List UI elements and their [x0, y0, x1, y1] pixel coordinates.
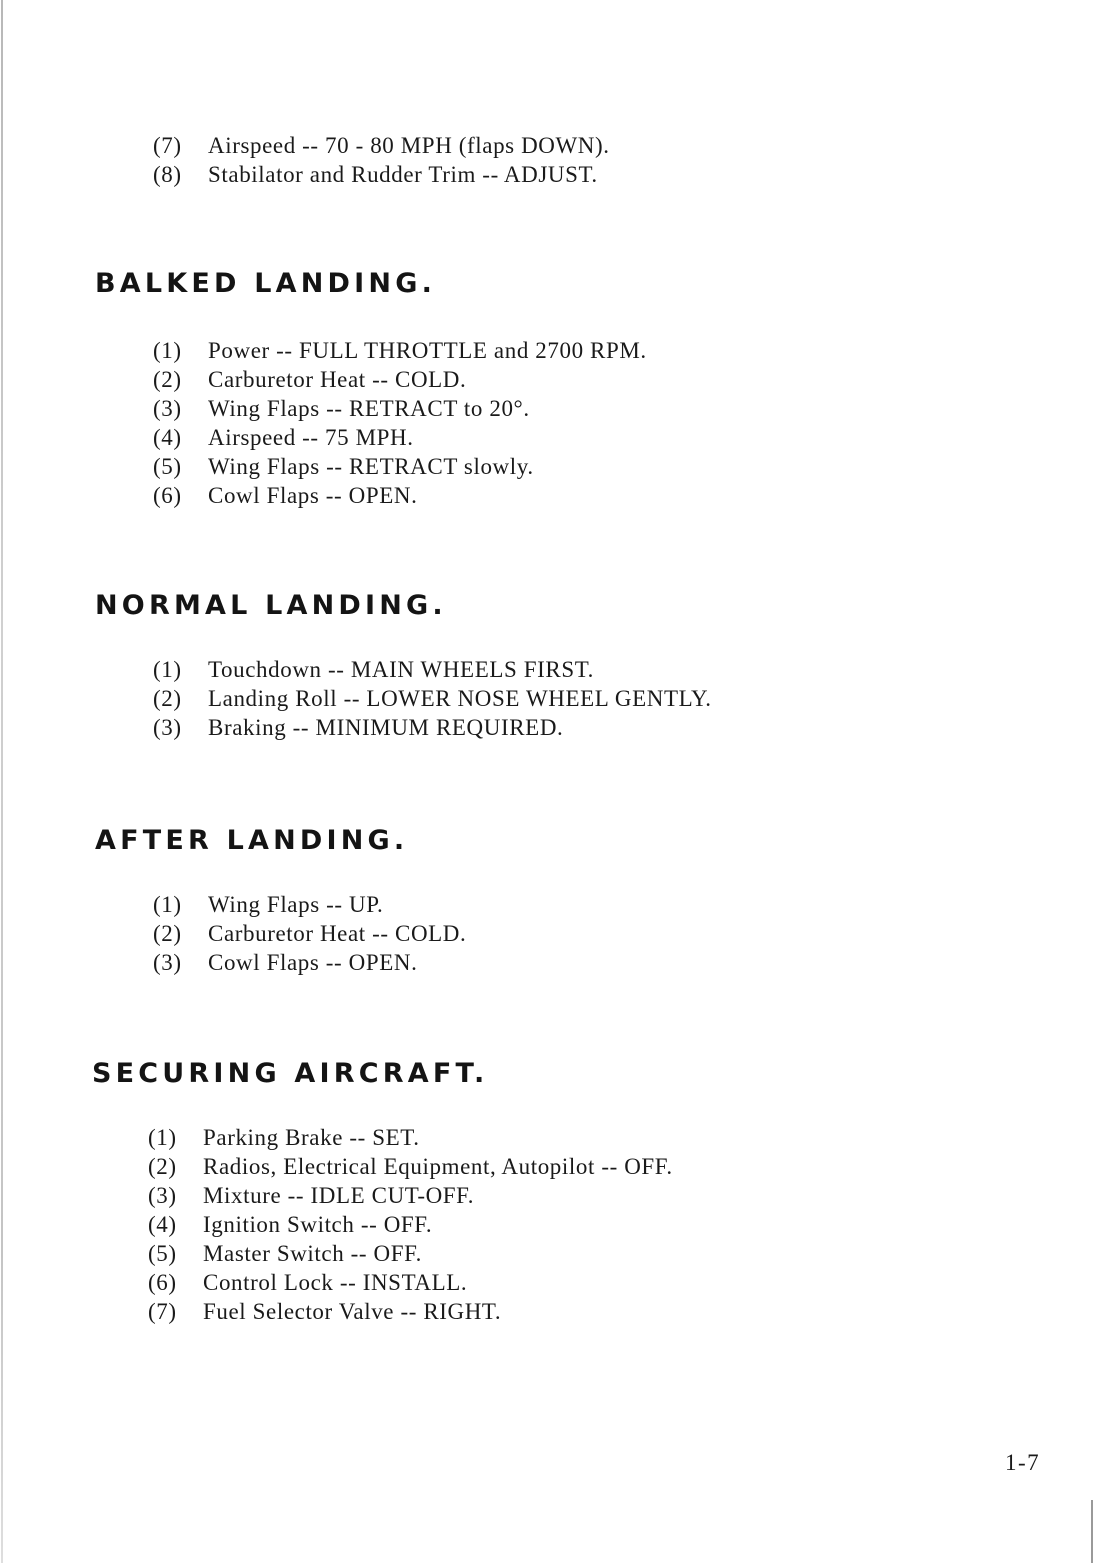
step-text: Cowl Flaps -- OPEN. — [208, 483, 418, 508]
step-text: Control Lock -- INSTALL. — [203, 1270, 468, 1295]
step-number: (5) — [153, 454, 182, 479]
list-item — [153, 890, 466, 919]
step-number: (2) — [153, 921, 182, 946]
step-number: (3) — [153, 950, 182, 975]
step-number: (2) — [153, 367, 182, 392]
section-heading-securing-aircraft: SECURING AIRCRAFT. — [92, 1058, 489, 1089]
list-item — [148, 1123, 673, 1152]
continued-step-list — [153, 131, 610, 189]
step-text: Airspeed -- 75 MPH. — [208, 425, 414, 450]
step-number: (1) — [153, 892, 182, 917]
step-number: (7) — [148, 1299, 177, 1324]
list-item — [153, 713, 712, 742]
step-text: Master Switch -- OFF. — [203, 1241, 423, 1266]
list-item — [148, 1181, 673, 1210]
step-number: (8) — [153, 162, 182, 187]
list-item — [153, 481, 647, 510]
balked-landing-step-list — [153, 336, 647, 510]
section-heading-balked-landing: BALKED LANDING. — [95, 268, 437, 299]
step-text: Wing Flaps -- RETRACT slowly. — [208, 454, 534, 479]
step-text: Braking -- MINIMUM REQUIRED. — [208, 715, 564, 740]
list-item — [148, 1239, 673, 1268]
list-item — [153, 423, 647, 452]
list-item — [153, 452, 647, 481]
page-number: 1-7 — [1005, 1450, 1041, 1475]
step-text: Power -- FULL THROTTLE and 2700 RPM. — [208, 338, 647, 363]
step-number: (7) — [153, 133, 182, 158]
list-item — [153, 394, 647, 423]
list-item — [153, 919, 466, 948]
step-number: (3) — [153, 396, 182, 421]
step-text: Mixture -- IDLE CUT-OFF. — [203, 1183, 475, 1208]
step-number: (3) — [148, 1183, 177, 1208]
step-text: Touchdown -- MAIN WHEELS FIRST. — [208, 657, 595, 682]
step-number: (1) — [148, 1125, 177, 1150]
step-number: (2) — [153, 686, 182, 711]
step-number: (5) — [148, 1241, 177, 1266]
normal-landing-step-list — [153, 655, 712, 742]
list-item — [153, 131, 610, 160]
list-item — [153, 655, 712, 684]
scan-edge-right — [1091, 1500, 1093, 1563]
list-item — [153, 336, 647, 365]
step-number: (6) — [148, 1270, 177, 1295]
step-number: (1) — [153, 338, 182, 363]
step-number: (4) — [153, 425, 182, 450]
step-number: (4) — [148, 1212, 177, 1237]
step-text: Fuel Selector Valve -- RIGHT. — [203, 1299, 502, 1324]
step-text: Wing Flaps -- RETRACT to 20°. — [208, 396, 530, 421]
list-item — [153, 684, 712, 713]
step-text: Stabilator and Rudder Trim -- ADJUST. — [208, 162, 598, 187]
step-text: Airspeed -- 70 - 80 MPH (flaps DOWN). — [208, 133, 610, 158]
step-number: (1) — [153, 657, 182, 682]
list-item — [153, 365, 647, 394]
securing-aircraft-step-list — [148, 1123, 673, 1326]
step-text: Cowl Flaps -- OPEN. — [208, 950, 418, 975]
step-number: (3) — [153, 715, 182, 740]
step-number: (2) — [148, 1154, 177, 1179]
step-text: Ignition Switch -- OFF. — [203, 1212, 433, 1237]
list-item — [153, 948, 466, 977]
list-item — [148, 1297, 673, 1326]
step-text: Wing Flaps -- UP. — [208, 892, 384, 917]
section-heading-normal-landing: NORMAL LANDING. — [95, 590, 447, 621]
step-number: (6) — [153, 483, 182, 508]
step-text: Carburetor Heat -- COLD. — [208, 367, 467, 392]
step-text: Landing Roll -- LOWER NOSE WHEEL GENTLY. — [208, 686, 712, 711]
list-item — [148, 1210, 673, 1239]
list-item — [153, 160, 610, 189]
step-text: Radios, Electrical Equipment, Autopilot -- OFF. — [203, 1154, 673, 1179]
after-landing-step-list — [153, 890, 466, 977]
list-item — [148, 1152, 673, 1181]
section-heading-after-landing: AFTER LANDING. — [95, 825, 409, 856]
list-item — [148, 1268, 673, 1297]
scan-edge-left — [1, 0, 3, 1563]
step-text: Parking Brake -- SET. — [203, 1125, 420, 1150]
step-text: Carburetor Heat -- COLD. — [208, 921, 467, 946]
